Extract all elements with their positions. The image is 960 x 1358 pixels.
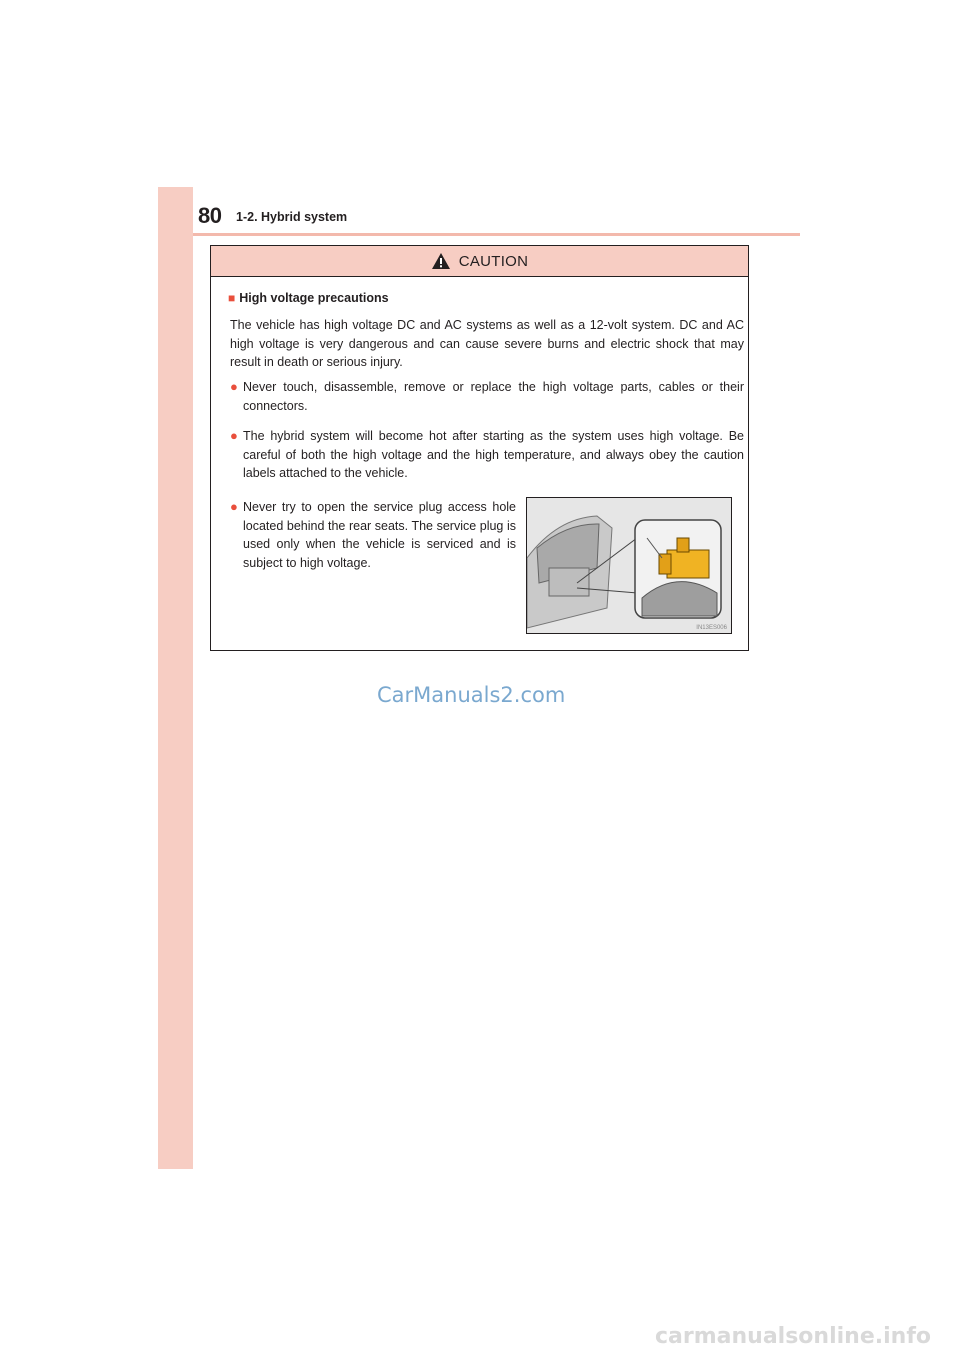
- list-item: [230, 427, 744, 483]
- figure-code: IN13ES006: [696, 625, 727, 631]
- list-item-text: Never try to open the service plug access hole located behind the rear seats. The service plug is used only when the vehicle is serviced and is subject to high voltage.: [243, 500, 516, 570]
- watermark-top: CarManuals2.com: [377, 683, 566, 707]
- section-title: 1-2. Hybrid system: [236, 210, 348, 224]
- side-color-band: [158, 187, 193, 1169]
- page-number: 80: [198, 203, 222, 228]
- list-item: [230, 498, 516, 572]
- list-item: [230, 378, 744, 415]
- warning-triangle-icon: [431, 252, 451, 270]
- circle-bullet-icon: ●: [230, 379, 238, 394]
- list-item-text: The hybrid system will become hot after starting as the system uses high voltage. Be careful of both the high voltage and the high temperature, and always obey the caution labels attached to the vehicle.: [243, 429, 744, 480]
- square-bullet-icon: ■: [228, 291, 236, 305]
- service-plug-illustration: [526, 497, 732, 634]
- header-rule: [193, 233, 800, 236]
- service-plug-drawing: [527, 498, 732, 634]
- watermark-bottom: carmanualsonline.info: [655, 1324, 931, 1349]
- caution-header: [211, 246, 748, 277]
- intro-paragraph: The vehicle has high voltage DC and AC systems as well as a 12-volt system. DC and AC high voltage is very dangerous and can cause severe burns and electric shock that may result in death or serious injury.: [230, 318, 744, 369]
- caution-box: [210, 245, 749, 651]
- list-item-text: Never touch, disassemble, remove or replace the high voltage parts, cables or their connectors.: [243, 380, 744, 413]
- sub-heading-text: High voltage precautions: [239, 291, 389, 305]
- circle-bullet-icon: ●: [230, 499, 238, 514]
- sub-heading: [228, 291, 389, 305]
- circle-bullet-icon: ●: [230, 428, 238, 443]
- caution-label: CAUTION: [458, 252, 529, 270]
